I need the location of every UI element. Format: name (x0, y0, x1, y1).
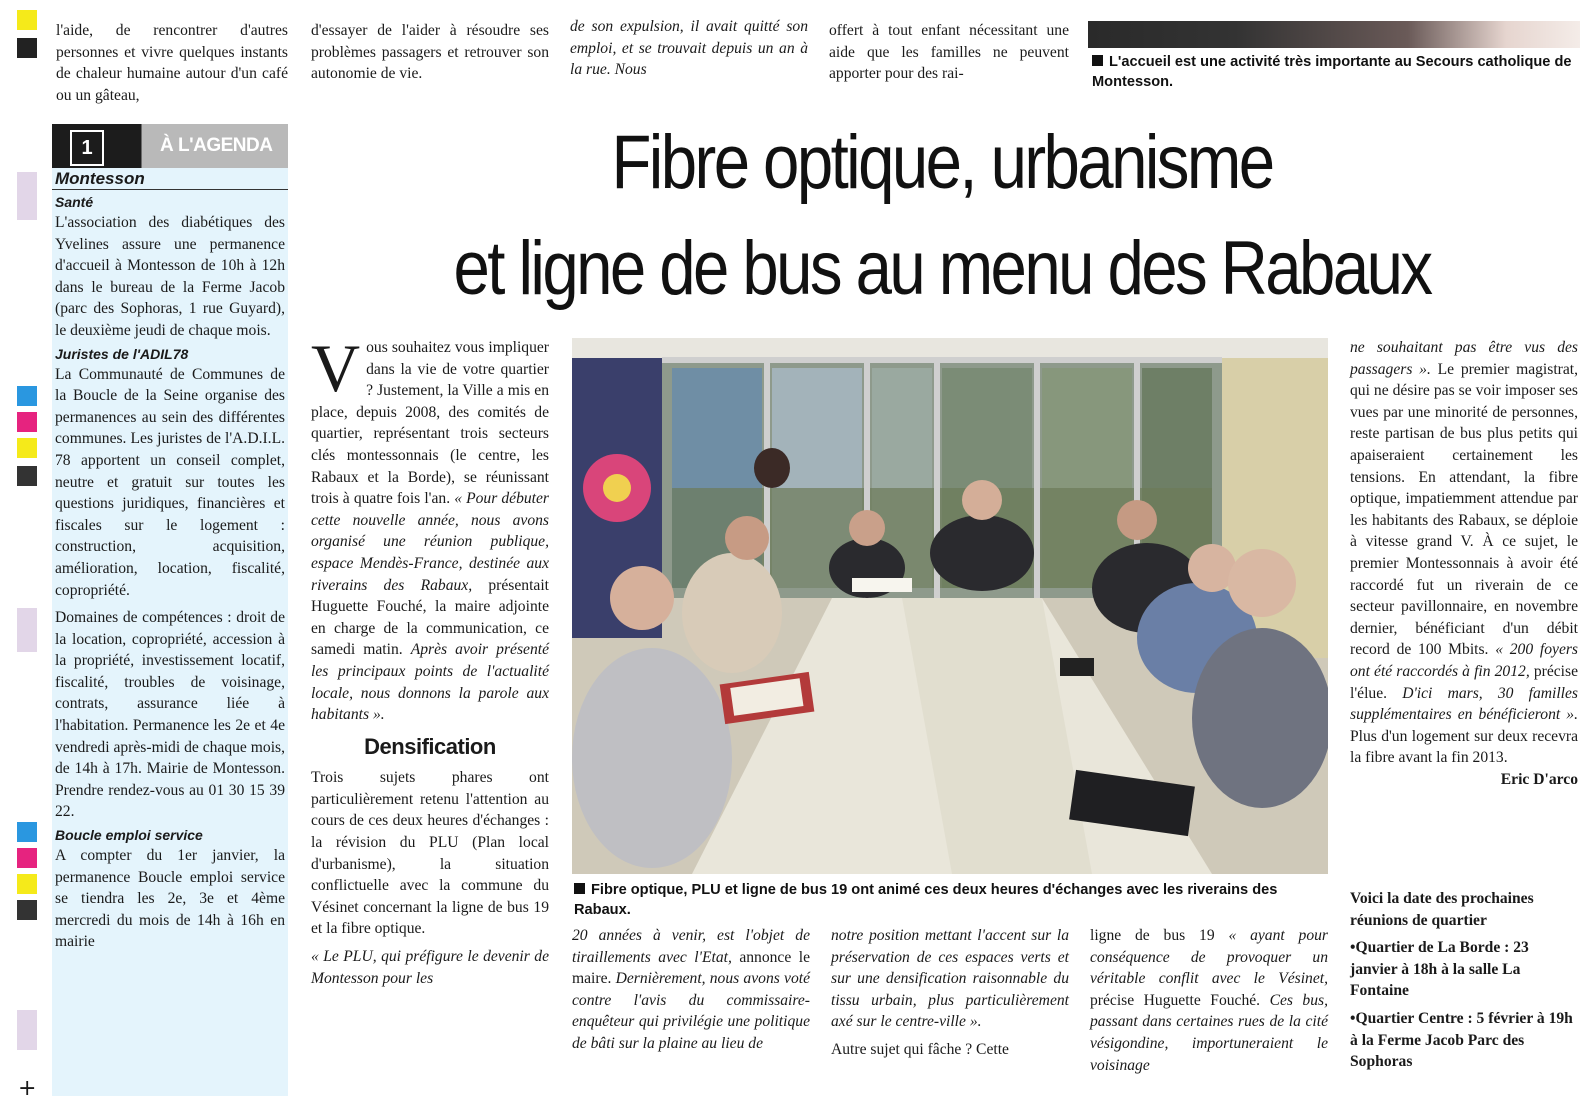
article-dropcap: V (311, 330, 361, 406)
top-photo-caption: L'accueil est une activité très importante au Secours catholique de Montesson. (1092, 54, 1572, 90)
meetings-intro: Voici la date des prochaines réunions de quartier (1350, 890, 1534, 929)
registration-mark-yellow (17, 874, 37, 894)
article-column-right: ne souhaitant pas être vus des passagers ». Le premier magistrat, qui ne désire pas se voir imposer ses vues par une minorité de personnes, reste partisan de bus plus petits qui apaiseraient certainement les tensions. En attendant, la fibre optique, impatiemment attendue par les habitants des Rabaux, se déploie à vitesse grand V. À ce sujet, le premier Montessonnais à avoir été raccordé fut un riverain de ce secteur pavillonnaire, en novembre dernier, bénéficiant d'un débit record de 100 Mbits. « 200 foyers ont été raccordés à fin 2012, précise l'élue. D'ici mars, 30 familles supplémentaires en bénéficieront ». Plus d'un logement sur deux recevra la fibre avant la fin 2013. Eric D'arco (1350, 337, 1578, 790)
headline-line-1: Fibre optique, urbanisme (611, 120, 1273, 205)
agenda-subhead-juristes: Juristes de l'ADIL78 (55, 345, 189, 362)
article-column-2: 20 années à venir, est l'objet de tiraillements avec l'Etat, annonce le maire. Dernièrement, nous avons voté contre l'avis du commissaire-enquêteur qui privilégie une politique de bâti sur la plaine au lieu de (572, 927, 810, 1052)
secours-catholique-photo (1088, 21, 1580, 48)
agenda-text-competences: Domaines de compétences : droit de la location, copropriété, accession à la propriété, investissement locatif, fiscalité, troubles de voisinage, contrats, assurance liée à l'habitation. Permanence les 2e et 4e vendredi après-midi de chaque mois, de 14h à 17h. Mairie de Montesson. Prendre rendez-vous au 01 30 15 39 22. (55, 609, 285, 821)
agenda-sidebar (52, 124, 288, 1096)
calendar-icon: 1 (70, 130, 104, 166)
meetings-box (1350, 888, 1578, 1073)
crosshair-mark: + (18, 1076, 37, 1101)
meeting-item-borde: •Quartier de La Borde : 23 janvier à 18h à la salle La Fontaine (1350, 939, 1529, 1000)
registration-mark-lilac (17, 1010, 37, 1050)
meeting-item-centre: •Quartier Centre : 5 février à 19h à la Ferme Jacob Parc des Sophoras (1350, 1009, 1573, 1071)
top-column-2: d'essayer de l'aider à résoudre ses problèmes passagers et retrouver son autonomie de vie. (311, 22, 549, 83)
registration-mark-magenta (17, 848, 37, 868)
agenda-subhead-sante: Santé (55, 194, 94, 210)
registration-mark-black (17, 900, 37, 920)
caption-square-icon (574, 883, 585, 894)
agenda-title: À L'AGENDA (52, 124, 288, 168)
agenda-header (52, 124, 288, 168)
registration-mark-lilac (17, 608, 37, 652)
registration-mark-magenta (17, 412, 37, 432)
agenda-text-juristes: La Communauté de Communes de la Boucle de la Seine organise des permanences au sein des différentes communes. Les juristes de l'A.D.I.L. 78 apportent un conseil complet, neutre et gratuit sur toutes les questions juridiques, financières et fiscales sur le logement : construction, acquisition, amélioration, location, fiscalité, copropriété. (55, 365, 285, 599)
agenda-subhead-emploi: Boucle emploi service (55, 827, 203, 844)
registration-mark-lilac (17, 172, 37, 220)
registration-mark-yellow (17, 10, 37, 30)
registration-mark-yellow (17, 438, 37, 458)
registration-mark-black (17, 38, 37, 58)
agenda-city: Montesson (52, 168, 288, 190)
article-headline (397, 110, 1487, 322)
article-column-4: ligne de bus 19 « ayant pour conséquence de provoquer un véritable conflit avec le Vésinet, précise Huguette Fouché. Ces bus, passant dans certaines rues de la cité vésigondine, importuneraient le voisinage (1090, 927, 1328, 1074)
agenda-text-sante: L'association des diabétiques des Yvelines assure une permanence d'accueil à Montesson de 10h à 12h dans le bureau de la Ferme Jacob (parc des Sophoras, 1 rue Guyard), le deuxième jeudi de chaque mois. (55, 214, 285, 339)
caption-square-icon (1092, 55, 1103, 66)
top-column-3: de son expulsion, il avait quitté son emploi, et se trouvait depuis un an à la rue. Nous (570, 18, 808, 79)
agenda-text-emploi: A compter du 1er janvier, la permanence Boucle emploi service se tiendra les 2e, 3e et 4ème mercredi du mois de 14h à 16h en mairie (55, 847, 285, 951)
registration-mark-cyan (17, 386, 37, 406)
article-column-3: notre position mettant l'accent sur la préservation de ces espaces verts et sur une densification raisonnable du tissu urbain, plus particulièrement axé sur le centre-ville ». Autre sujet qui fâche ? Cette (831, 927, 1069, 1058)
meeting-photo-caption: Fibre optique, PLU et ligne de bus 19 ont animé ces deux heures d'échanges avec les riverains des Rabaux. (574, 882, 1278, 918)
article-subhead: Densification (364, 733, 496, 759)
registration-mark-black (17, 466, 37, 486)
meeting-photo (572, 338, 1328, 874)
article-column-1: V ous souhaitez vous impliquer dans la vie de votre quartier ? Justement, la Ville a mis en place, depuis 2008, des comités de quartier, représentant trois secteurs clés montessonnais (le centre, les Rabaux et la Borde), se réunissant trois à quatre fois l'an. « Pour débuter cette nouvelle année, nous avons organisé une réunion publique, espace Mendès-France, destinée aux riverains des Rabaux, présentait Huguette Fouché, la maire adjointe en charge de la communication, ce samedi matin. Après avoir présenté les principaux points de l'actualité locale, nous donnons la parole aux habitants ». Densification Trois sujets phares ont particulièrement retenu l'attention au cours de ces deux heures d'échanges : la révision du PLU (Plan local d'urbanisme), la situation conflictuelle avec la commune du Vésinet concernant la ligne de bus 19 et la fibre optique. « Le PLU, qui préfigure le devenir de Montesson pour les (311, 330, 549, 987)
article-byline: Eric D'arco (1500, 770, 1578, 788)
top-column-4: offert à tout enfant nécessitant une aide que les familles ne peuvent apporter pour des rai- (829, 22, 1069, 83)
headline-line-2: et ligne de bus au menu des Rabaux (453, 226, 1431, 311)
registration-mark-cyan (17, 822, 37, 842)
top-column-1: l'aide, de rencontrer d'autres personnes et vivre quelques instants de chaleur humaine autour d'un café ou un gâteau, (56, 22, 288, 104)
